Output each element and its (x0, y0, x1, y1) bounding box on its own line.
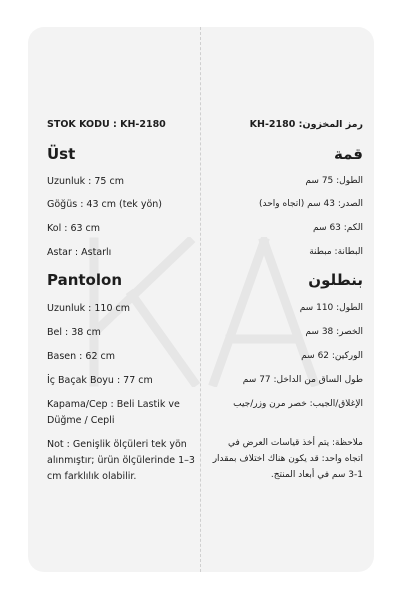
top-lining: Astar : Astarlı (47, 247, 112, 258)
measurement-note-ar: ملاحظة: يتم أخذ قياسات العرض في اتجاه واحد: قد يكون هناك اختلاف بمقدار 1-3 سم في أبعاد المنتج. (212, 438, 363, 480)
closure-pocket: Kapama/Cep : Beli Lastik ve Düğme / Cepli (47, 399, 180, 426)
stock-code: STOK KODU : KH-2180 (47, 119, 166, 130)
size-chart-card (28, 27, 374, 572)
closure-pocket-ar: الإغلاق/الجيب: خصر مرن وزر/جيب (233, 399, 363, 409)
top-chest-ar: الصدر: 43 سم (اتجاه واحد) (258, 199, 363, 209)
top-length-ar: الطول: 75 سم (305, 176, 363, 186)
pants-inseam-ar: طول الساق من الداخل: 77 سم (242, 375, 363, 385)
pants-length-ar: الطول: 110 سم (299, 303, 363, 313)
pants-length: Uzunluk : 110 cm (47, 303, 131, 314)
pants-hips-ar: الوركين: 62 سم (301, 351, 363, 361)
pants-heading-ar: بنطلون (308, 271, 363, 289)
pants-heading: Pantolon (47, 271, 122, 289)
pants-waist: Bel : 38 cm (47, 327, 101, 338)
pants-waist-ar: الخصر: 38 سم (305, 327, 363, 337)
stock-code-ar: رمز المخزون: KH-2180 (249, 119, 363, 130)
top-lining-ar: البطانة: مبطنة (309, 247, 363, 257)
top-heading: Üst (47, 145, 76, 163)
top-length: Uzunluk : 75 cm (47, 176, 124, 187)
top-chest: Göğüs : 43 cm (tek yön) (47, 199, 162, 210)
column-divider (200, 27, 201, 572)
top-heading-ar: قمة (334, 145, 363, 163)
top-sleeve-ar: الكم: 63 سم (313, 223, 363, 233)
top-sleeve: Kol : 63 cm (47, 223, 101, 234)
measurement-note: Not : Genişlik ölçüleri tek yön alınmıştır; ürün ölçülerinde 1–3 cm farklılık olabilir. (47, 439, 195, 482)
pants-hips: Basen : 62 cm (47, 351, 115, 362)
pants-inseam: İç Baçak Boyu : 77 cm (47, 375, 153, 386)
